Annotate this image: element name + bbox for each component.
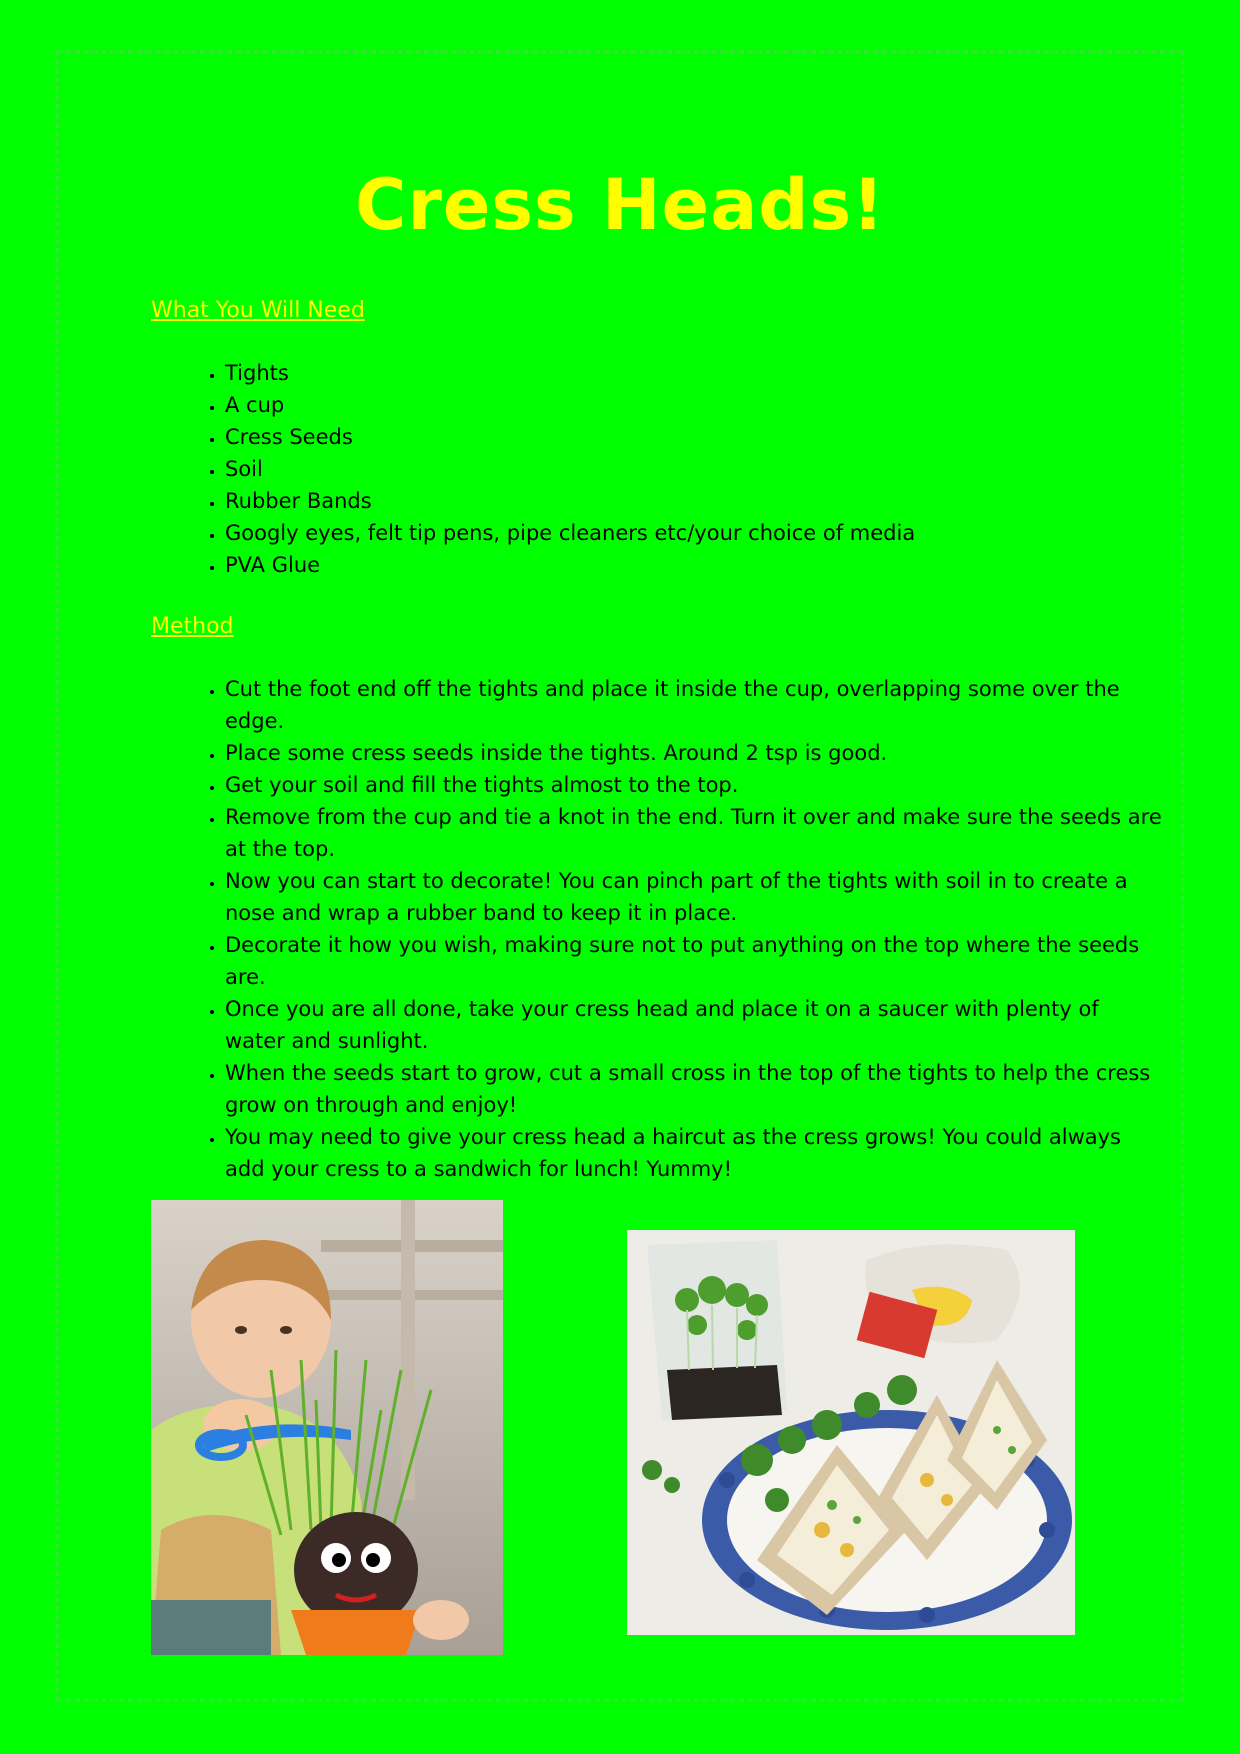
cress-sandwich-photo <box>627 1230 1075 1635</box>
list-item: • Soil <box>225 453 1165 485</box>
list-item: • PVA Glue <box>225 549 1165 581</box>
list-item: • When the seeds start to grow, cut a small cross in the top of the tights to help the cress grow on through and enjoy! <box>225 1057 1165 1121</box>
list-item: • Place some cress seeds inside the tights. Around 2 tsp is good. <box>225 737 1165 769</box>
page-title: Cress Heads! <box>354 164 886 246</box>
list-item: • Decorate it how you wish, making sure not to put anything on the top where the seeds are. <box>225 929 1165 993</box>
list-item: • Remove from the cup and tie a knot in the end. Turn it over and make sure the seeds are at the top. <box>225 801 1165 865</box>
needs-heading: What You Will Need <box>151 298 365 323</box>
list-item: • Cut the foot end off the tights and place it inside the cup, overlapping some over the edge. <box>225 673 1165 737</box>
list-item: • Cress Seeds <box>225 421 1165 453</box>
cress-head-haircut-photo <box>151 1200 503 1655</box>
list-item: • You may need to give your cress head a haircut as the cress grows! You could always add your cress to a sandwich for lunch! Yummy! <box>225 1121 1165 1185</box>
method-heading: Method <box>151 614 234 639</box>
method-list <box>151 673 1165 1185</box>
list-item: • Tights <box>225 357 1165 389</box>
list-item: • A cup <box>225 389 1165 421</box>
needs-list <box>151 357 1165 581</box>
list-item: • Now you can start to decorate! You can pinch part of the tights with soil in to create a nose and wrap a rubber band to keep it in place. <box>225 865 1165 929</box>
list-item: • Get your soil and fill the tights almost to the top. <box>225 769 1165 801</box>
list-item: • Once you are all done, take your cress head and place it on a saucer with plenty of water and sunlight. <box>225 993 1165 1057</box>
list-item: • Googly eyes, felt tip pens, pipe cleaners etc/your choice of media <box>225 517 1165 549</box>
list-item: • Rubber Bands <box>225 485 1165 517</box>
